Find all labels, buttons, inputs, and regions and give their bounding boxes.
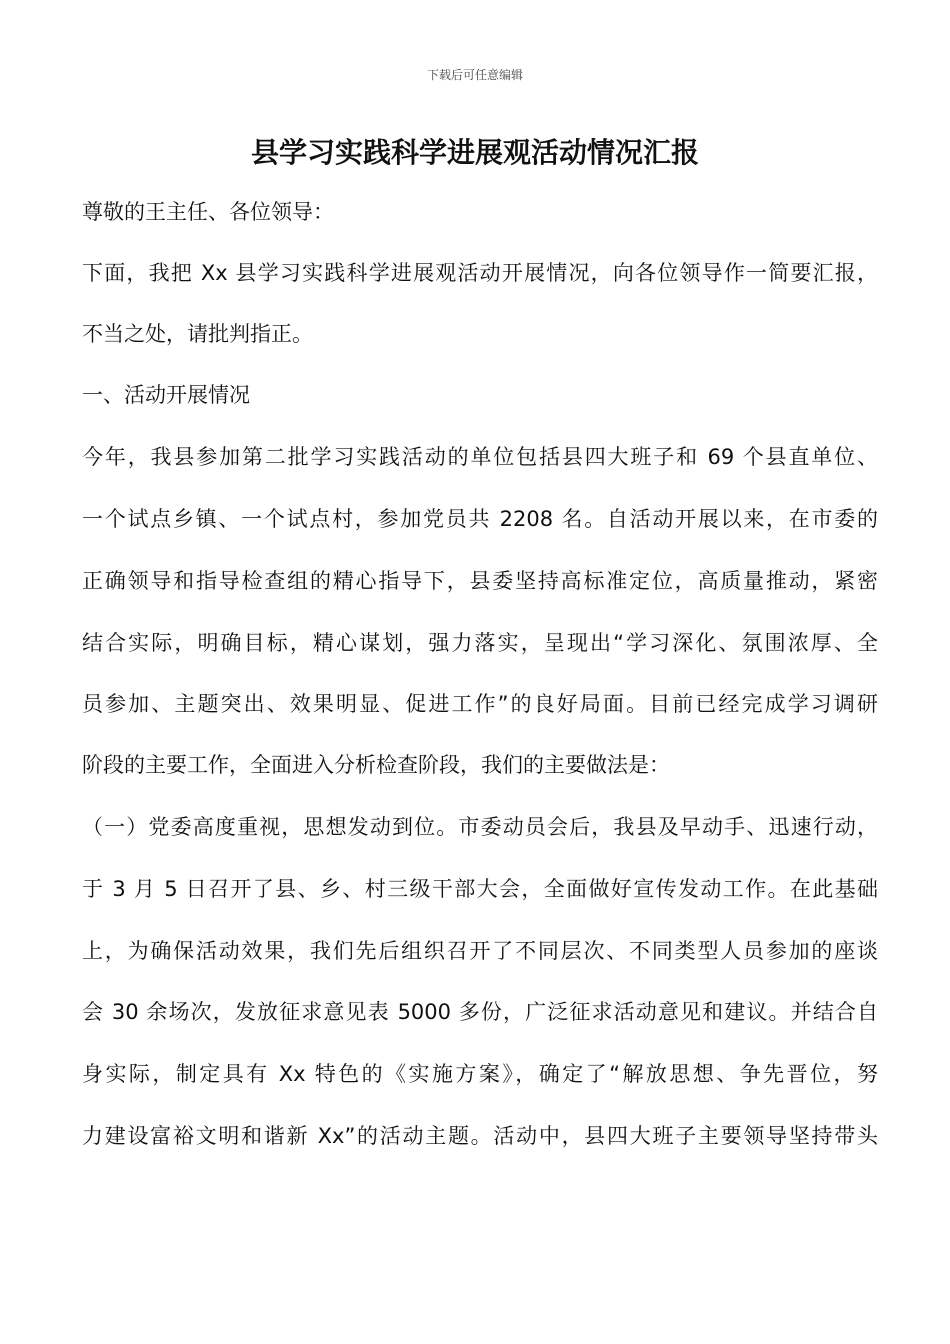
body-line: 一个试点乡镇、一个试点村，参加党员共 2208 名。自活动开展以来，在市委的	[82, 507, 878, 531]
salutation: 尊敬的王主任、各位领导：	[82, 200, 334, 224]
body-line: 会 30 余场次，发放征求意见表 5000 多份，广泛征求活动意见和建议。并结合自	[82, 1000, 878, 1024]
body-line: 结合实际，明确目标，精心谋划，强力落实，呈现出“学习深化、氛围浓厚、全	[82, 631, 878, 655]
subsection-line: （一）党委高度重视，思想发动到位。市委动员会后，我县及早动手、迅速行动，	[82, 815, 878, 839]
body-line: 员参加、主题突出、效果明显、促进工作”的良好局面。目前已经完成学习调研	[82, 692, 878, 716]
body-line: 力建设富裕文明和谐新 Xx”的活动主题。活动中，县四大班子主要领导坚持带头	[82, 1124, 878, 1148]
body-line: 正确领导和指导检查组的精心指导下，县委坚持高标准定位，高质量推动，紧密	[82, 569, 878, 593]
body-line: 不当之处，请批判指正。	[82, 322, 313, 346]
body-line: 下面，我把 Xx 县学习实践科学进展观活动开展情况，向各位领导作一简要汇报，	[82, 261, 878, 285]
body-line: 身实际，制定具有 Xx 特色的《实施方案》，确定了“解放思想、争先晋位，努	[82, 1062, 878, 1086]
body-line: 今年，我县参加第二批学习实践活动的单位包括县四大班子和 69 个县直单位、	[82, 445, 878, 469]
header-note: 下载后可任意编辑	[426, 68, 523, 82]
document-title: 县学习实践科学进展观活动情况汇报	[250, 136, 699, 169]
body-line: 于 3 月 5 日召开了县、乡、村三级干部大会，全面做好宣传发动工作。在此基础	[82, 877, 878, 901]
body-line: 阶段的主要工作，全面进入分析检查阶段，我们的主要做法是：	[82, 753, 670, 777]
section-heading: 一、活动开展情况	[82, 383, 250, 407]
body-line: 上，为确保活动效果，我们先后组织召开了不同层次、不同类型人员参加的座谈	[82, 939, 878, 963]
